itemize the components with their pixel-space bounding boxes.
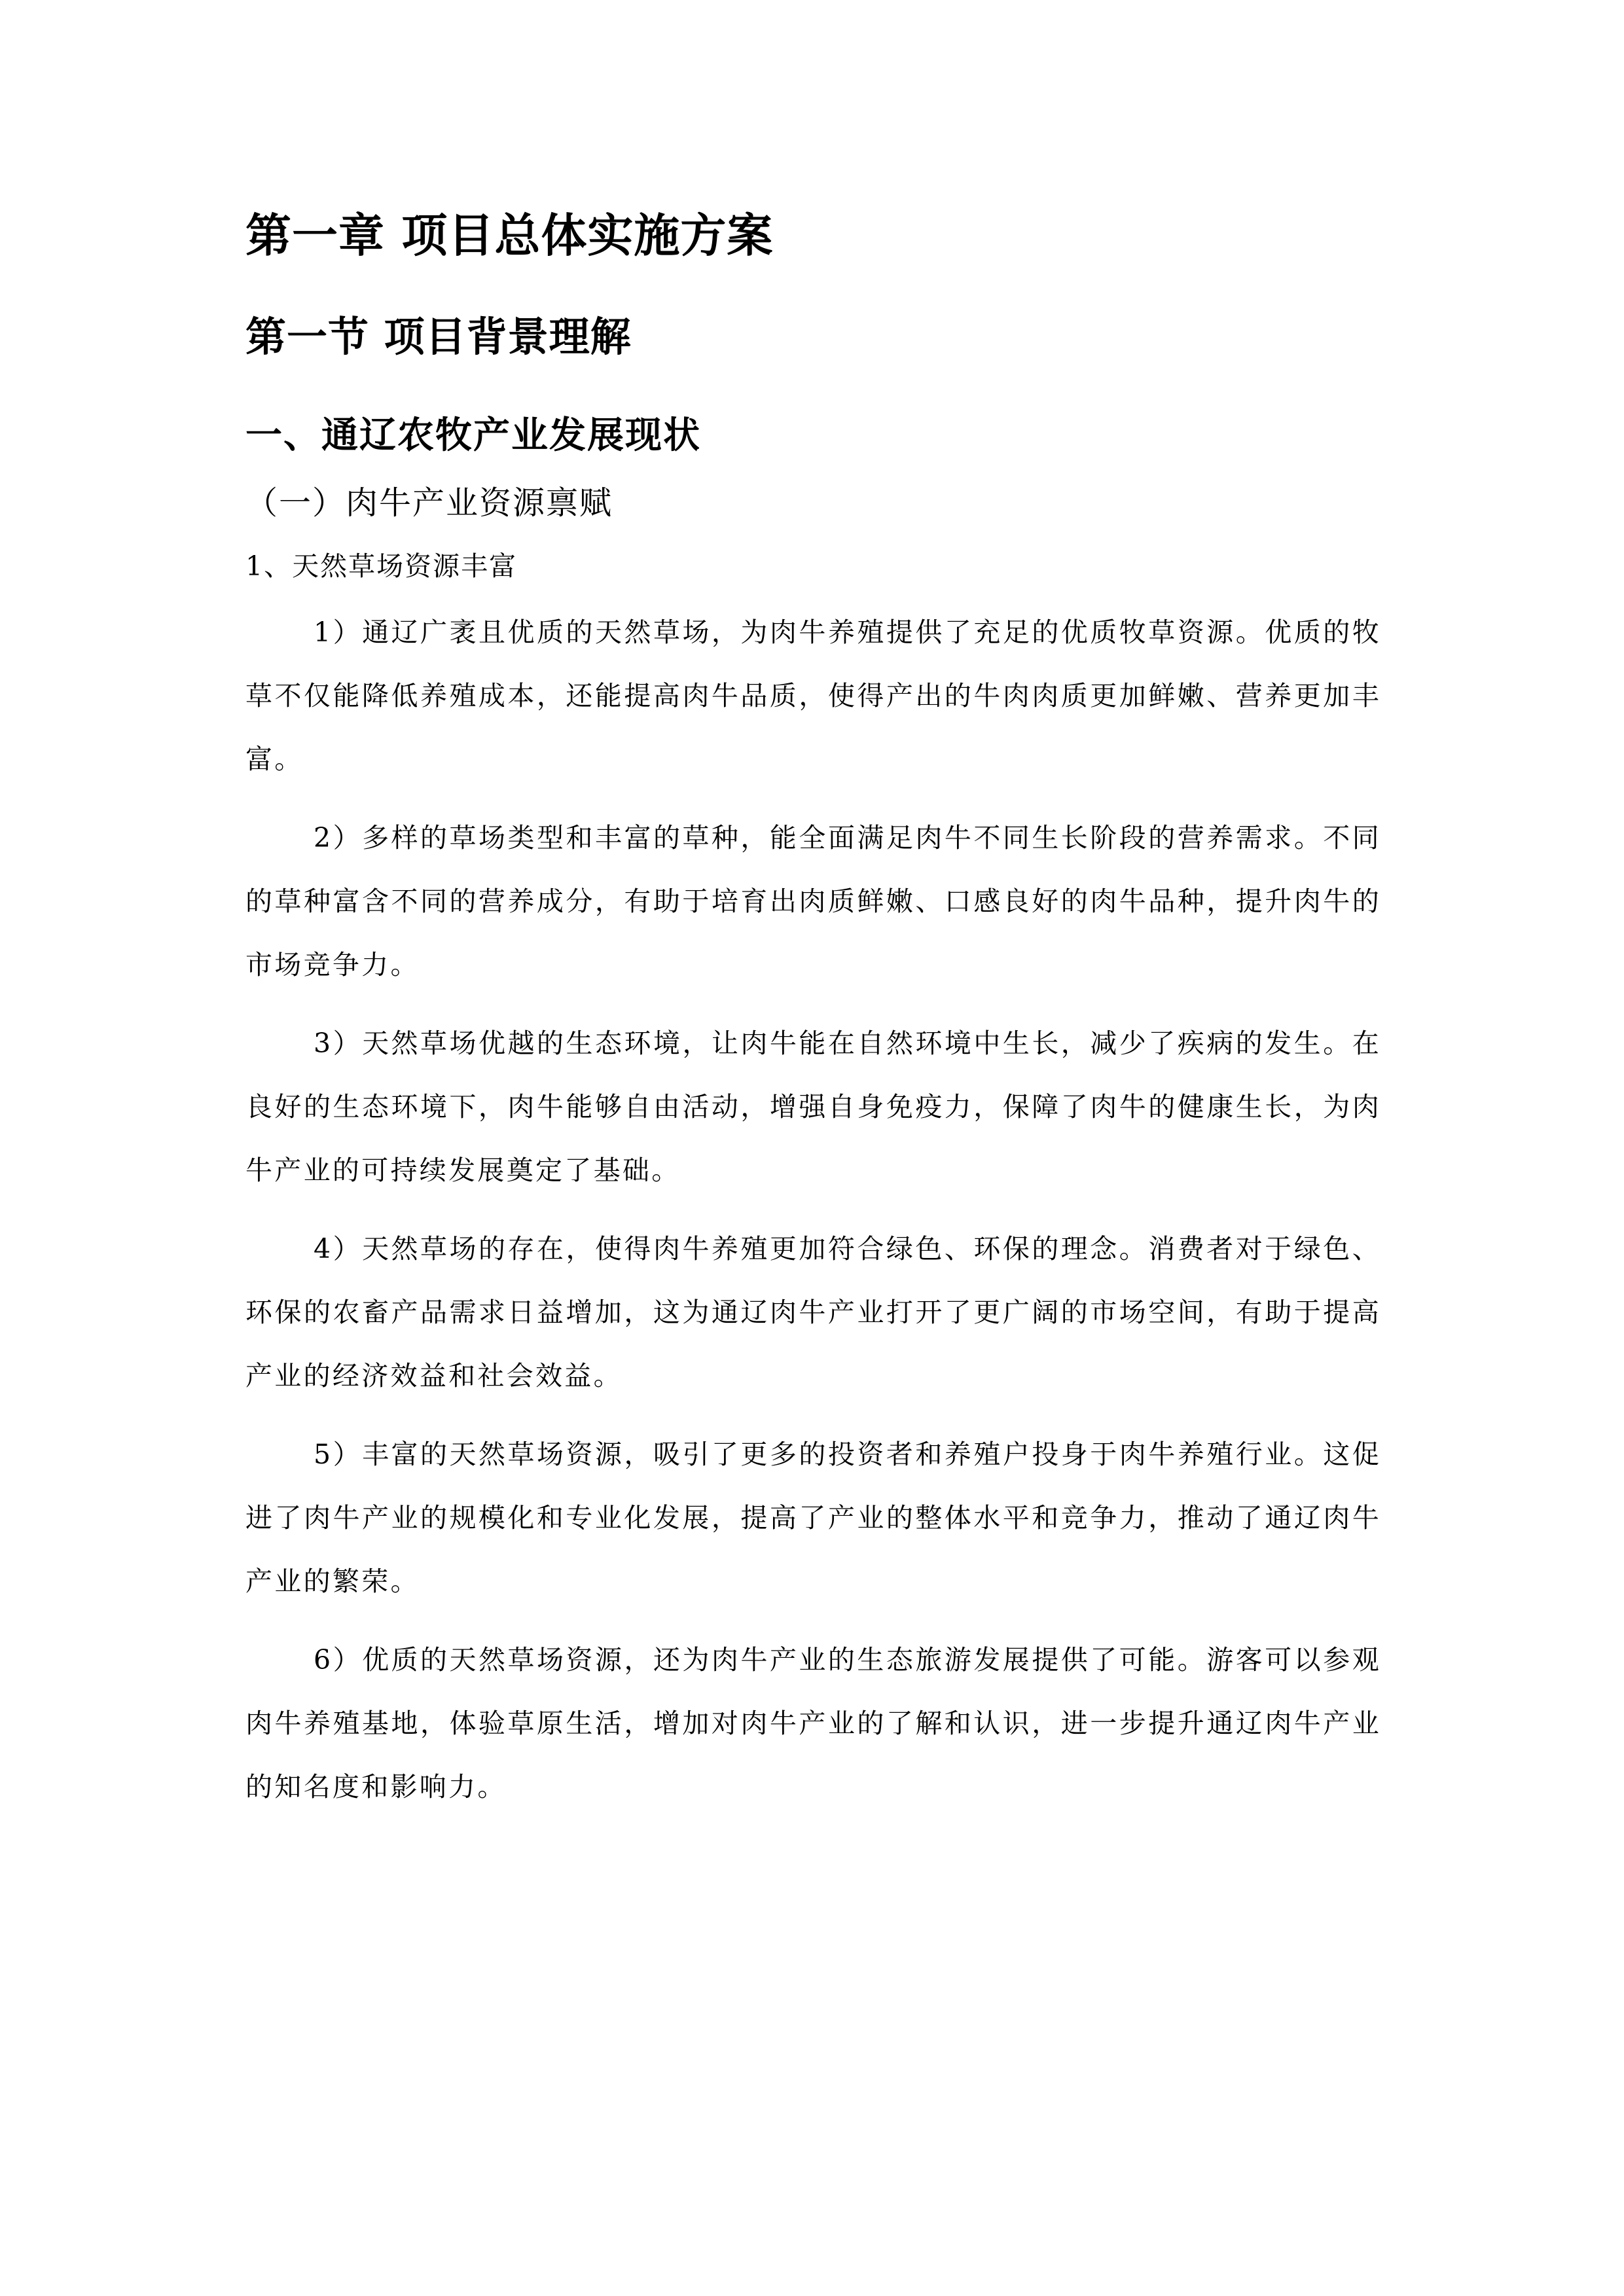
paragraph-3: 3）天然草场优越的生态环境，让肉牛能在自然环境中生长，减少了疾病的发生。在良好的生态环境下，肉牛能够自由活动，增强自身免疫力，保障了肉牛的健康生长，为肉牛产业的可持续发展奠定了基础。: [245, 1028, 1381, 1186]
paragraph-6: 6）优质的天然草场资源，还为肉牛产业的生态旅游发展提供了可能。游客可以参观肉牛养殖基地，体验草原生活，增加对肉牛产业的了解和认识，进一步提升通辽肉牛产业的知名度和影响力。: [245, 1644, 1381, 1803]
paragraph-5: 5）丰富的天然草场资源，吸引了更多的投资者和养殖户投身于肉牛养殖行业。这促进了肉牛产业的规模化和专业化发展，提高了产业的整体水平和竞争力，推动了通辽肉牛产业的繁荣。: [245, 1439, 1381, 1597]
paragraph-2: 2）多样的草场类型和丰富的草种，能全面满足肉牛不同生长阶段的营养需求。不同的草种富含不同的营养成分，有助于培育出肉质鲜嫩、口感良好的肉牛品种，提升肉牛的市场竞争力。: [245, 822, 1381, 980]
body-text: [245, 601, 1381, 1834]
subsection-title: 一、通辽农牧产业发展现状: [245, 414, 701, 457]
item-title: 1、天然草场资源丰富: [245, 550, 518, 582]
paragraph-4: 4）天然草场的存在，使得肉牛养殖更加符合绿色、环保的理念。消费者对于绿色、环保的农畜产品需求日益增加，这为通辽肉牛产业打开了更广阔的市场空间，有助于提高产业的经济效益和社会效益。: [245, 1233, 1381, 1391]
paragraph-1: 1）通辽广袤且优质的天然草场，为肉牛养殖提供了充足的优质牧草资源。优质的牧草不仅能降低养殖成本，还能提高肉牛品质，使得产出的牛肉肉质更加鲜嫩、营养更加丰富。: [245, 617, 1381, 775]
section-title: 第一节 项目背景理解: [245, 313, 632, 361]
chapter-title: 第一章 项目总体实施方案: [245, 208, 774, 262]
subsubsection-title: （一）肉牛产业资源禀赋: [245, 484, 613, 522]
